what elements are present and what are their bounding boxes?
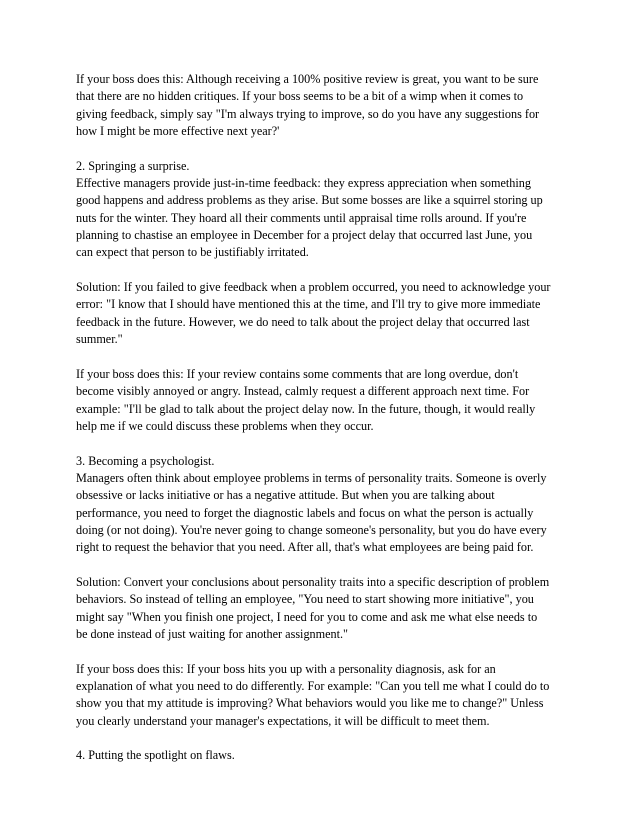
text-line: be done instead of just waiting for another assignment." <box>76 627 349 641</box>
text-line: explanation of what you need to do differently. For example: "Can you tell me what I could do to <box>76 679 550 694</box>
paragraph-solution-personality <box>76 574 576 643</box>
text-line: Solution: Convert your conclusions about personality traits into a specific description of problem <box>76 574 550 589</box>
section-spotlight-on-flaws <box>76 747 576 764</box>
text-line: summer." <box>76 332 123 347</box>
document-body <box>76 71 576 782</box>
paragraph-boss-overdue-comments <box>76 366 576 435</box>
text-line: If your boss does this: If your boss hits you up with a personality diagnosis, ask for an <box>76 661 496 676</box>
text-line: become visibly annoyed or angry. Instead, calmly request a different approach next time. For <box>76 384 530 399</box>
text-line: good happens and address problems as they arise. But some bosses are like a squirrel storing up <box>76 193 543 208</box>
text-line: planning to chastise an employee in December for a project delay that occurred last June, you <box>76 228 533 243</box>
text-line: can expect that person to be justifiably irritated. <box>76 245 309 260</box>
text-line: right to request the behavior that you need. After all, that's what employees are being paid for. <box>76 540 534 555</box>
text-line: help me if we could discuss these problems when they occur. <box>76 418 374 433</box>
text-line: doing (or not doing). You're never going to change someone's personality, but you do have every <box>76 522 547 537</box>
section-heading: 4. Putting the spotlight on flaws. <box>76 748 235 763</box>
text-line: error: "I know that I should have mentioned this at the time, and I'll try to give more immediate <box>76 297 541 312</box>
section-heading: 2. Springing a surprise. <box>76 158 190 173</box>
text-line: Effective managers provide just-in-time feedback: they express appreciation when something <box>76 176 531 191</box>
paragraph-solution-surprise <box>76 279 576 348</box>
text-line: obsessive or lacks initiative or has a negative attitude. But when you are talking about <box>76 488 495 503</box>
text-line: Managers often think about employee problems in terms of personality traits. Someone is overly <box>76 470 547 485</box>
text-line: performance, you need to forget the diagnostic labels and focus on what the person is actually <box>76 505 534 520</box>
text-line: Solution: If you failed to give feedback when a problem occurred, you need to acknowledge your <box>76 280 551 295</box>
text-line: If your boss does this: If your review contains some comments that are long overdue, don't <box>76 366 519 381</box>
text-line: behaviors. So instead of telling an employee, "You need to start showing more initiative", you <box>76 592 534 607</box>
text-line: feedback in the future. However, we do need to talk about the project delay that occurred last <box>76 314 530 329</box>
text-line: that there are no hidden critiques. If your boss seems to be a bit of a wimp when it comes to <box>76 89 524 104</box>
section-springing-a-surprise <box>76 158 576 262</box>
text-line: show you that my attitude is improving? What behaviors would you like me to change?" Unless <box>76 696 544 711</box>
text-line: how I might be more effective next year?' <box>76 124 280 139</box>
text-line: example: "I'll be glad to talk about the project delay now. In the future, though, it would really <box>76 401 536 416</box>
text-line: you clearly understand your manager's expectations, it will be difficult to meet them. <box>76 713 490 728</box>
text-line: might say "When you finish one project, I need for you to come and ask me what else needs to <box>76 609 538 624</box>
section-becoming-a-psychologist <box>76 453 576 557</box>
text-line: nuts for the winter. They hoard all their comments until appraisal time rolls around. If you're <box>76 210 527 225</box>
paragraph-boss-personality-diagnosis <box>76 661 576 730</box>
text-line: If your boss does this: Although receiving a 100% positive review is great, you want to be sure <box>76 72 539 86</box>
paragraph-boss-review-advice <box>76 71 576 140</box>
text-line: giving feedback, simply say "I'm always trying to improve, so do you have any suggestions for <box>76 106 540 121</box>
section-heading: 3. Becoming a psychologist. <box>76 453 215 468</box>
